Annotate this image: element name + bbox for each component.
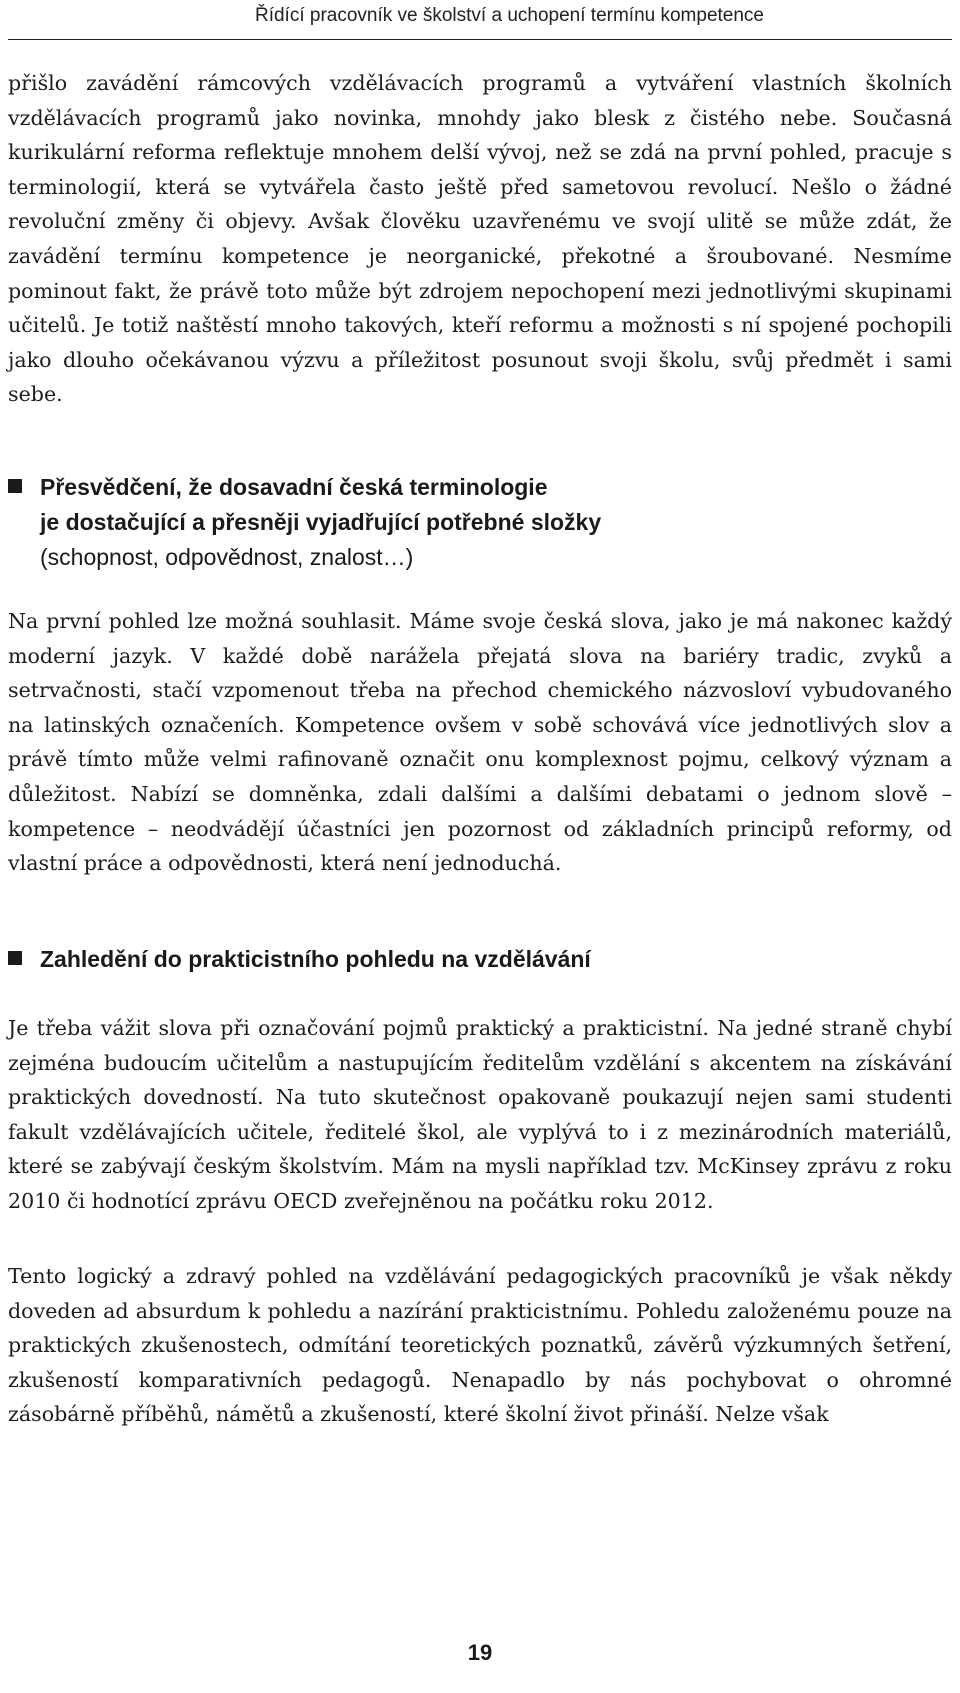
section-heading-terminology: [8, 470, 952, 575]
paragraph-practice: Je třeba vážit slova při označování pojmů praktický a prakticistní. Na jedné straně chybí zejména budoucím učitelům a nastupujícím ředitelům vzdělání s akcentem na získávání praktických dovedností. Na tuto skutečnost opakovaně poukazují nejen sami studenti fakult vzdělávajících učitele, ředitelé škol, ale vyplývá to i z mezinárodních materiálů, které se zabývají českým školstvím. Mám na mysli například tzv. McKinsey zprávu z roku 2010 či hodnotící zprávu OECD zveřejněnou na počátku roku 2012.: [8, 1016, 952, 1213]
section-title-line1: Přesvědčení, že dosavadní česká terminologie: [40, 474, 548, 500]
paragraph-intro: přišlo zavádění rámcových vzdělávacích programů a vytváření vlastních školních vzdělávacích programů jako novinka, mnohdy jako blesk z čistého nebe. Současná kurikulární reforma reflektuje mnohem delší vývoj, než se zdá na první pohled, pracuje s terminologií, která se vytvářela často ještě před sametovou revolucí. Nešlo o žádné revoluční změny či objevy. Avšak člověku uzavřenému ve svojí ulitě se může zdát, že zavádění termínu kompetence je neorganické, překotné a šroubované. Nesmíme pominout fakt, že právě toto může být zdrojem nepochopení mezi jednotlivými skupinami učitelů. Je totiž naštěstí mnoho takových, kteří reformu a možnosti s ní spojené pochopili jako dlouho očekávanou výzvu a příležitost posunout svoji školu, svůj předmět i sami sebe.: [8, 71, 952, 407]
page-number: 19: [467, 1640, 493, 1665]
section-title: Zahledění do prakticistního pohledu na vzdělávání: [40, 946, 591, 972]
running-header: Řídící pracovník ve školství a uchopení termínu kompetence: [8, 0, 952, 40]
square-bullet-icon: [8, 479, 22, 493]
section-title-line2: je dostačující a přesněji vyjadřující potřebné složky: [40, 509, 602, 535]
paragraph-absurdum: Tento logický a zdravý pohled na vzdělávání pedagogických pracovníků je však někdy doveden ad absurdum k pohledu a nazírání prakticistnímu. Pohledu založenému pouze na praktických zkušenostech, odmítání teoretických poznatků, závěrů výzkumných šetření, zkušeností komparativních pedagogů. Nenapadlo by nás pochybovat o ohromné zásobárně příběhů, námětů a zkušeností, které školní život přináší. Nelze však: [8, 1264, 952, 1427]
square-bullet-icon: [8, 951, 22, 965]
section-subtitle: (schopnost, odpovědnost, znalost…): [40, 544, 414, 570]
paragraph-terminology: Na první pohled lze možná souhlasit. Máme svoje česká slova, jako je má nakonec každý moderní jazyk. V každé době narážela přejatá slova na bariéry tradic, zvyků a setrvačnosti, stačí vzpomenout třeba na přechod chemického názvosloví vybudovaného na latinských označeních. Kompetence ovšem v sobě schovává více jednotlivých slov a právě tímto může velmi rafinovaně označit onu komplexnost pojmu, celkový význam a důležitost. Nabízí se domněnka, zdali dalšími a dalšími debatami o jednom slově – kompetence – neodvádějí účastníci jen pozornost od základních principů reformy, od vlastní práce a odpovědnosti, která není jednoduchá.: [8, 609, 952, 876]
section-heading-practice: [8, 942, 952, 977]
